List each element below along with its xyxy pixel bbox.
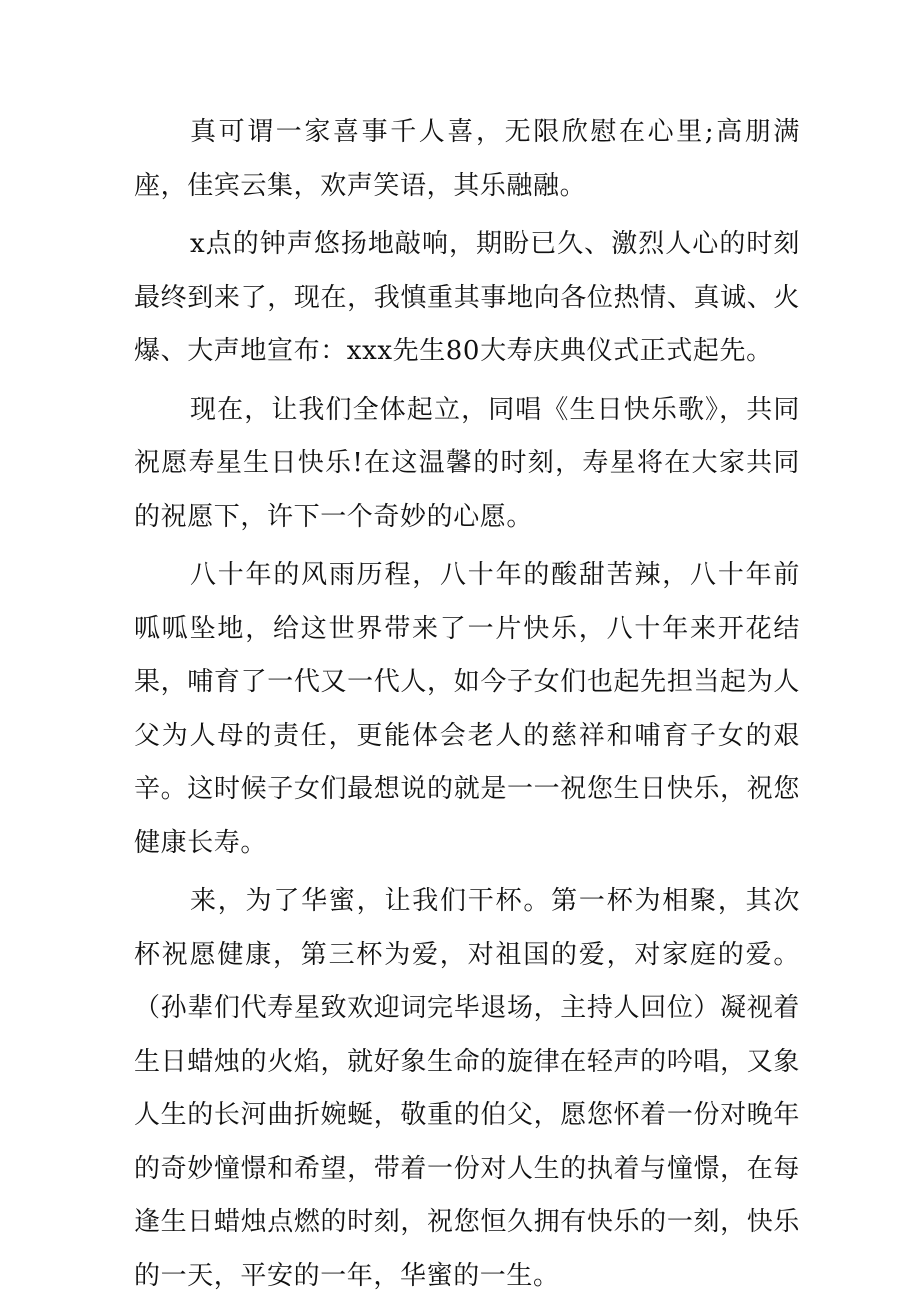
paragraph-2: x点的钟声悠扬地敲响，期盼已久、激烈人心的时刻最终到来了，现在，我慎重其事地向各位热情、真诚、火爆、大声地宣布：xxx先生80大寿庆典仪式正式起先。: [134, 229, 800, 366]
paragraph-3: 现在，让我们全体起立，同唱《生日快乐歌》，共同祝愿寿星生日快乐!在这温馨的时刻，寿星将在大家共同的祝愿下，许下一个奇妙的心愿。: [134, 394, 800, 532]
document-body: [134, 106, 800, 1308]
paragraph-1: 真可谓一家喜事千人喜，无限欣慰在心里;高朋满座，佳宾云集，欢声笑语，其乐融融。: [134, 117, 800, 201]
paragraph-5: 来，为了华蜜，让我们干杯。第一杯为相聚，其次杯祝愿健康，第三杯为爱，对祖国的爱，对家庭的爱。（孙辈们代寿星致欢迎词完毕退场，主持人回位）凝视着生日蜡烛的火焰，就好象生命的旋律在轻声的吟唱，又象人生的长河曲折婉蜒，敬重的伯父，愿您怀着一份对晚年的奇妙憧憬和希望，带着一份对人生的执着与憧憬，在每逢生日蜡烛点燃的时刻，祝您恒久拥有快乐的一刻，快乐的一天，平安的一年，华蜜的一生。: [134, 886, 800, 1291]
paragraph-4: 八十年的风雨历程，八十年的酸甜苦辣，八十年前呱呱坠地，给这世界带来了一片快乐，八十年来开花结果，哺育了一代又一代人，如今子女们也起先担当起为人父为人母的责任，更能体会老人的慈祥和哺育子女的艰辛。这时候子女们最想说的就是一一祝您生日快乐，祝您健康长寿。: [134, 560, 800, 858]
